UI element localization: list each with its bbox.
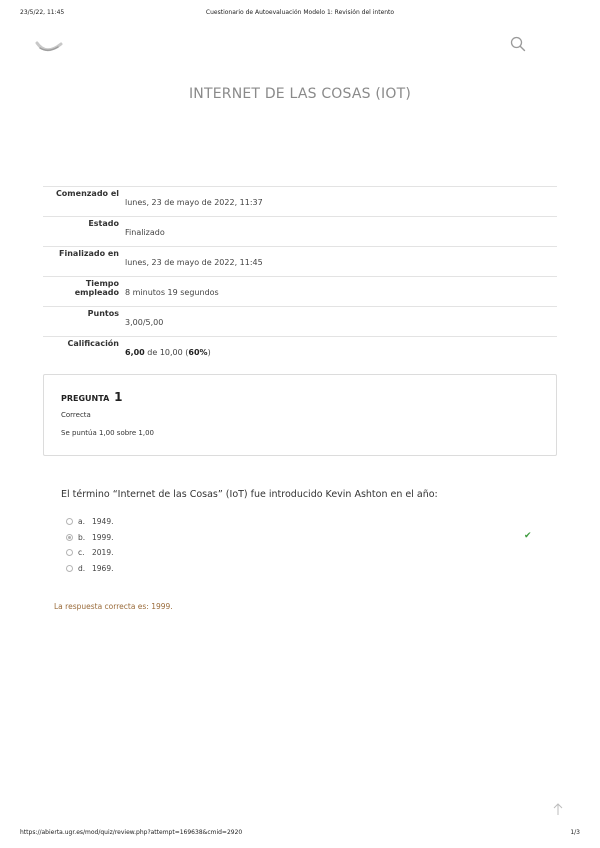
print-doc-title: Cuestionario de Autoevaluación Modelo 1: Revisión del intento (205, 9, 395, 16)
radio-button[interactable] (66, 565, 73, 572)
answer-text: 1969. (92, 563, 114, 573)
answer-text: 2019. (92, 548, 114, 557)
answer-list (66, 517, 546, 579)
summary-value: lunes, 23 de mayo de 2022, 11:37 (125, 198, 263, 207)
summary-value: Finalizado (125, 228, 165, 237)
summary-row-started (43, 186, 557, 216)
logo-icon[interactable] (34, 34, 64, 58)
print-header (20, 9, 580, 19)
question-state: Correcta (61, 411, 91, 419)
summary-value (125, 348, 211, 357)
summary-label: Puntos (87, 309, 119, 318)
question-label: PREGUNTA (61, 394, 110, 403)
radio-button-selected[interactable] (66, 534, 73, 541)
summary-row-points (43, 306, 557, 336)
attempt-summary-table (43, 186, 557, 366)
answer-text: 1949. (92, 517, 114, 526)
answer-option-b[interactable] (66, 530, 546, 549)
answer-letter: d. (78, 563, 86, 573)
print-url: https://abierta.ugr.es/mod/quiz/review.php?attempt=169638&cmid=2920 (20, 829, 243, 836)
grade-score: 6,00 (125, 348, 145, 357)
summary-row-grade (43, 336, 557, 366)
radio-button[interactable] (66, 518, 73, 525)
summary-value: 3,00/5,00 (125, 318, 164, 327)
question-number: 1 (114, 390, 123, 404)
question-heading (61, 390, 122, 404)
summary-row-finished (43, 246, 557, 276)
summary-value: lunes, 23 de mayo de 2022, 11:45 (125, 258, 263, 267)
print-footer (20, 829, 580, 839)
answer-letter: a. (78, 517, 85, 526)
print-datetime: 23/5/22, 11:45 (20, 9, 65, 16)
summary-value: 8 minutos 19 segundos (125, 288, 219, 297)
answer-option-c[interactable] (66, 548, 546, 564)
question-text: El término “Internet de las Cosas” (IoT) fue introducido Kevin Ashton en el año: (61, 489, 438, 500)
arrow-up-icon[interactable] (551, 801, 565, 815)
answer-text: 1999. (92, 532, 114, 542)
radio-button[interactable] (66, 549, 73, 556)
summary-row-time (43, 276, 557, 306)
answer-letter: b. (78, 532, 86, 542)
summary-label: Tiempo empleado (74, 279, 119, 297)
course-title: INTERNET DE LAS COSAS (IOT) (188, 86, 412, 102)
grade-close: ) (207, 348, 211, 357)
answer-option-a[interactable] (66, 517, 546, 533)
summary-row-state (43, 216, 557, 246)
answer-letter: c. (78, 548, 85, 557)
question-info-box (43, 374, 557, 456)
check-icon: ✔ (524, 530, 532, 541)
summary-label: Comenzado el (55, 189, 119, 198)
answer-option-d[interactable] (66, 564, 546, 580)
print-page-number: 1/3 (570, 829, 580, 836)
question-grade: Se puntúa 1,00 sobre 1,00 (61, 429, 155, 437)
summary-label: Estado (88, 219, 119, 228)
search-icon[interactable] (510, 36, 526, 52)
correct-answer-feedback: La respuesta correcta es: 1999. (54, 602, 173, 611)
summary-label: Calificación (67, 339, 119, 348)
grade-of: de 10,00 ( (144, 348, 189, 357)
summary-label: Finalizado en (59, 249, 119, 258)
grade-percent: 60% (188, 348, 208, 357)
